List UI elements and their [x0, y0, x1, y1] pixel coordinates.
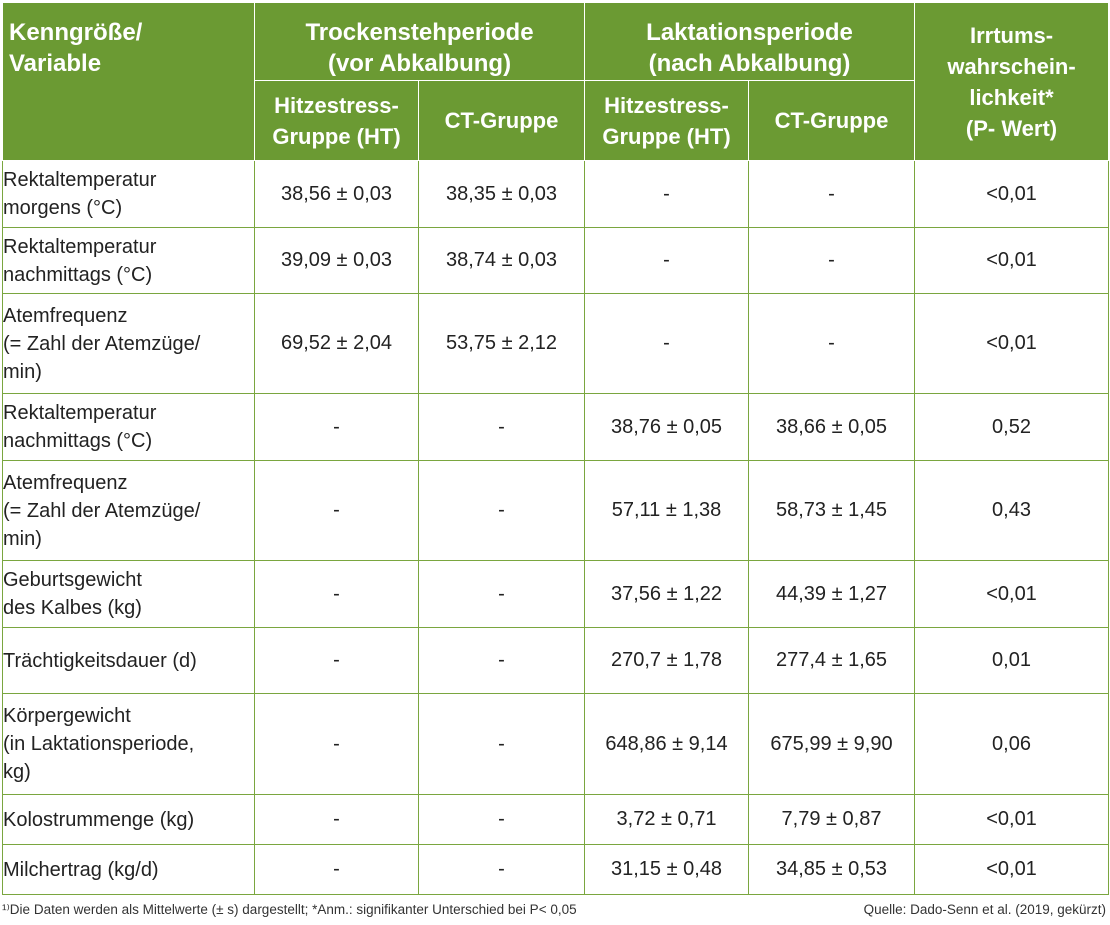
cell-lac-ht: 3,72 ± 0,71 — [585, 795, 749, 845]
cell-lac-ht: 38,76 ± 0,05 — [585, 394, 749, 461]
results-table — [2, 2, 1109, 895]
cell-p-value: 0,01 — [915, 628, 1109, 694]
cell-dry-ct: - — [419, 628, 585, 694]
row-label: Kolostrummenge (kg) — [3, 795, 255, 845]
cell-dry-ht: 38,56 ± 0,03 — [255, 161, 419, 228]
row-label: Milchertrag (kg/d) — [3, 845, 255, 895]
header-p-value: Irrtums- wahrschein- lichkeit* (P- Wert) — [915, 3, 1109, 161]
cell-p-value: 0,06 — [915, 694, 1109, 795]
header-variable: Kenngröße/ Variable — [3, 3, 255, 161]
cell-dry-ct: 38,74 ± 0,03 — [419, 228, 585, 294]
cell-dry-ht: - — [255, 461, 419, 561]
cell-dry-ht: - — [255, 845, 419, 895]
cell-p-value: <0,01 — [915, 161, 1109, 228]
cell-lac-ct: 7,79 ± 0,87 — [749, 795, 915, 845]
table-row — [3, 561, 1109, 628]
cell-lac-ht: - — [585, 161, 749, 228]
cell-lac-ht: 37,56 ± 1,22 — [585, 561, 749, 628]
cell-p-value: <0,01 — [915, 228, 1109, 294]
cell-dry-ct: - — [419, 694, 585, 795]
cell-dry-ct: 38,35 ± 0,03 — [419, 161, 585, 228]
header-dry-period: Trockenstehperiode (vor Abkalbung) — [255, 3, 585, 81]
table-row — [3, 394, 1109, 461]
cell-lac-ht: 31,15 ± 0,48 — [585, 845, 749, 895]
cell-lac-ct: 675,99 ± 9,90 — [749, 694, 915, 795]
cell-dry-ht: - — [255, 561, 419, 628]
cell-dry-ht: 69,52 ± 2,04 — [255, 294, 419, 394]
cell-lac-ht: - — [585, 294, 749, 394]
table-row — [3, 228, 1109, 294]
cell-lac-ht: - — [585, 228, 749, 294]
row-label: Geburtsgewicht des Kalbes (kg) — [3, 561, 255, 628]
table-row — [3, 845, 1109, 895]
cell-lac-ct: 34,85 ± 0,53 — [749, 845, 915, 895]
subheader-dry-ht: Hitzestress- Gruppe (HT) — [255, 81, 419, 161]
subheader-lac-ct: CT-Gruppe — [749, 81, 915, 161]
header-row-1 — [3, 3, 1109, 81]
cell-p-value: <0,01 — [915, 845, 1109, 895]
table-row — [3, 694, 1109, 795]
cell-dry-ht: - — [255, 694, 419, 795]
cell-dry-ct: - — [419, 795, 585, 845]
cell-p-value: 0,52 — [915, 394, 1109, 461]
cell-lac-ct: 38,66 ± 0,05 — [749, 394, 915, 461]
row-label: Atemfrequenz (= Zahl der Atemzüge/ min) — [3, 294, 255, 394]
table-row — [3, 795, 1109, 845]
cell-dry-ht: - — [255, 628, 419, 694]
table-row — [3, 628, 1109, 694]
row-label: Rektaltemperatur nachmittags (°C) — [3, 228, 255, 294]
cell-lac-ct: 58,73 ± 1,45 — [749, 461, 915, 561]
cell-dry-ht: - — [255, 795, 419, 845]
row-label: Rektaltemperatur nachmittags (°C) — [3, 394, 255, 461]
cell-dry-ct: - — [419, 461, 585, 561]
row-label: Trächtigkeitsdauer (d) — [3, 628, 255, 694]
cell-dry-ct: - — [419, 394, 585, 461]
source-citation: Quelle: Dado-Senn et al. (2019, gekürzt) — [863, 902, 1106, 917]
cell-lac-ct: 44,39 ± 1,27 — [749, 561, 915, 628]
cell-p-value: 0,43 — [915, 461, 1109, 561]
header-lactation-period: Laktationsperiode (nach Abkalbung) — [585, 3, 915, 81]
cell-p-value: <0,01 — [915, 795, 1109, 845]
cell-dry-ct: - — [419, 845, 585, 895]
row-label: Atemfrequenz (= Zahl der Atemzüge/ min) — [3, 461, 255, 561]
row-label: Körpergewicht (in Laktationsperiode, kg) — [3, 694, 255, 795]
subheader-lac-ht: Hitzestress- Gruppe (HT) — [585, 81, 749, 161]
cell-dry-ht: 39,09 ± 0,03 — [255, 228, 419, 294]
subheader-dry-ct: CT-Gruppe — [419, 81, 585, 161]
cell-dry-ct: 53,75 ± 2,12 — [419, 294, 585, 394]
table-row — [3, 461, 1109, 561]
cell-lac-ht: 270,7 ± 1,78 — [585, 628, 749, 694]
cell-dry-ct: - — [419, 561, 585, 628]
cell-p-value: <0,01 — [915, 294, 1109, 394]
table-row — [3, 161, 1109, 228]
cell-lac-ct: 277,4 ± 1,65 — [749, 628, 915, 694]
table-row — [3, 294, 1109, 394]
cell-lac-ct: - — [749, 228, 915, 294]
cell-lac-ct: - — [749, 161, 915, 228]
cell-p-value: <0,01 — [915, 561, 1109, 628]
cell-dry-ht: - — [255, 394, 419, 461]
cell-lac-ht: 648,86 ± 9,14 — [585, 694, 749, 795]
cell-lac-ct: - — [749, 294, 915, 394]
footnote: ¹⁾Die Daten werden als Mittelwerte (± s) dargestellt; *Anm.: signifikanter Unterschied bei P< 0,05 — [2, 902, 577, 917]
cell-lac-ht: 57,11 ± 1,38 — [585, 461, 749, 561]
row-label: Rektaltemperatur morgens (°C) — [3, 161, 255, 228]
